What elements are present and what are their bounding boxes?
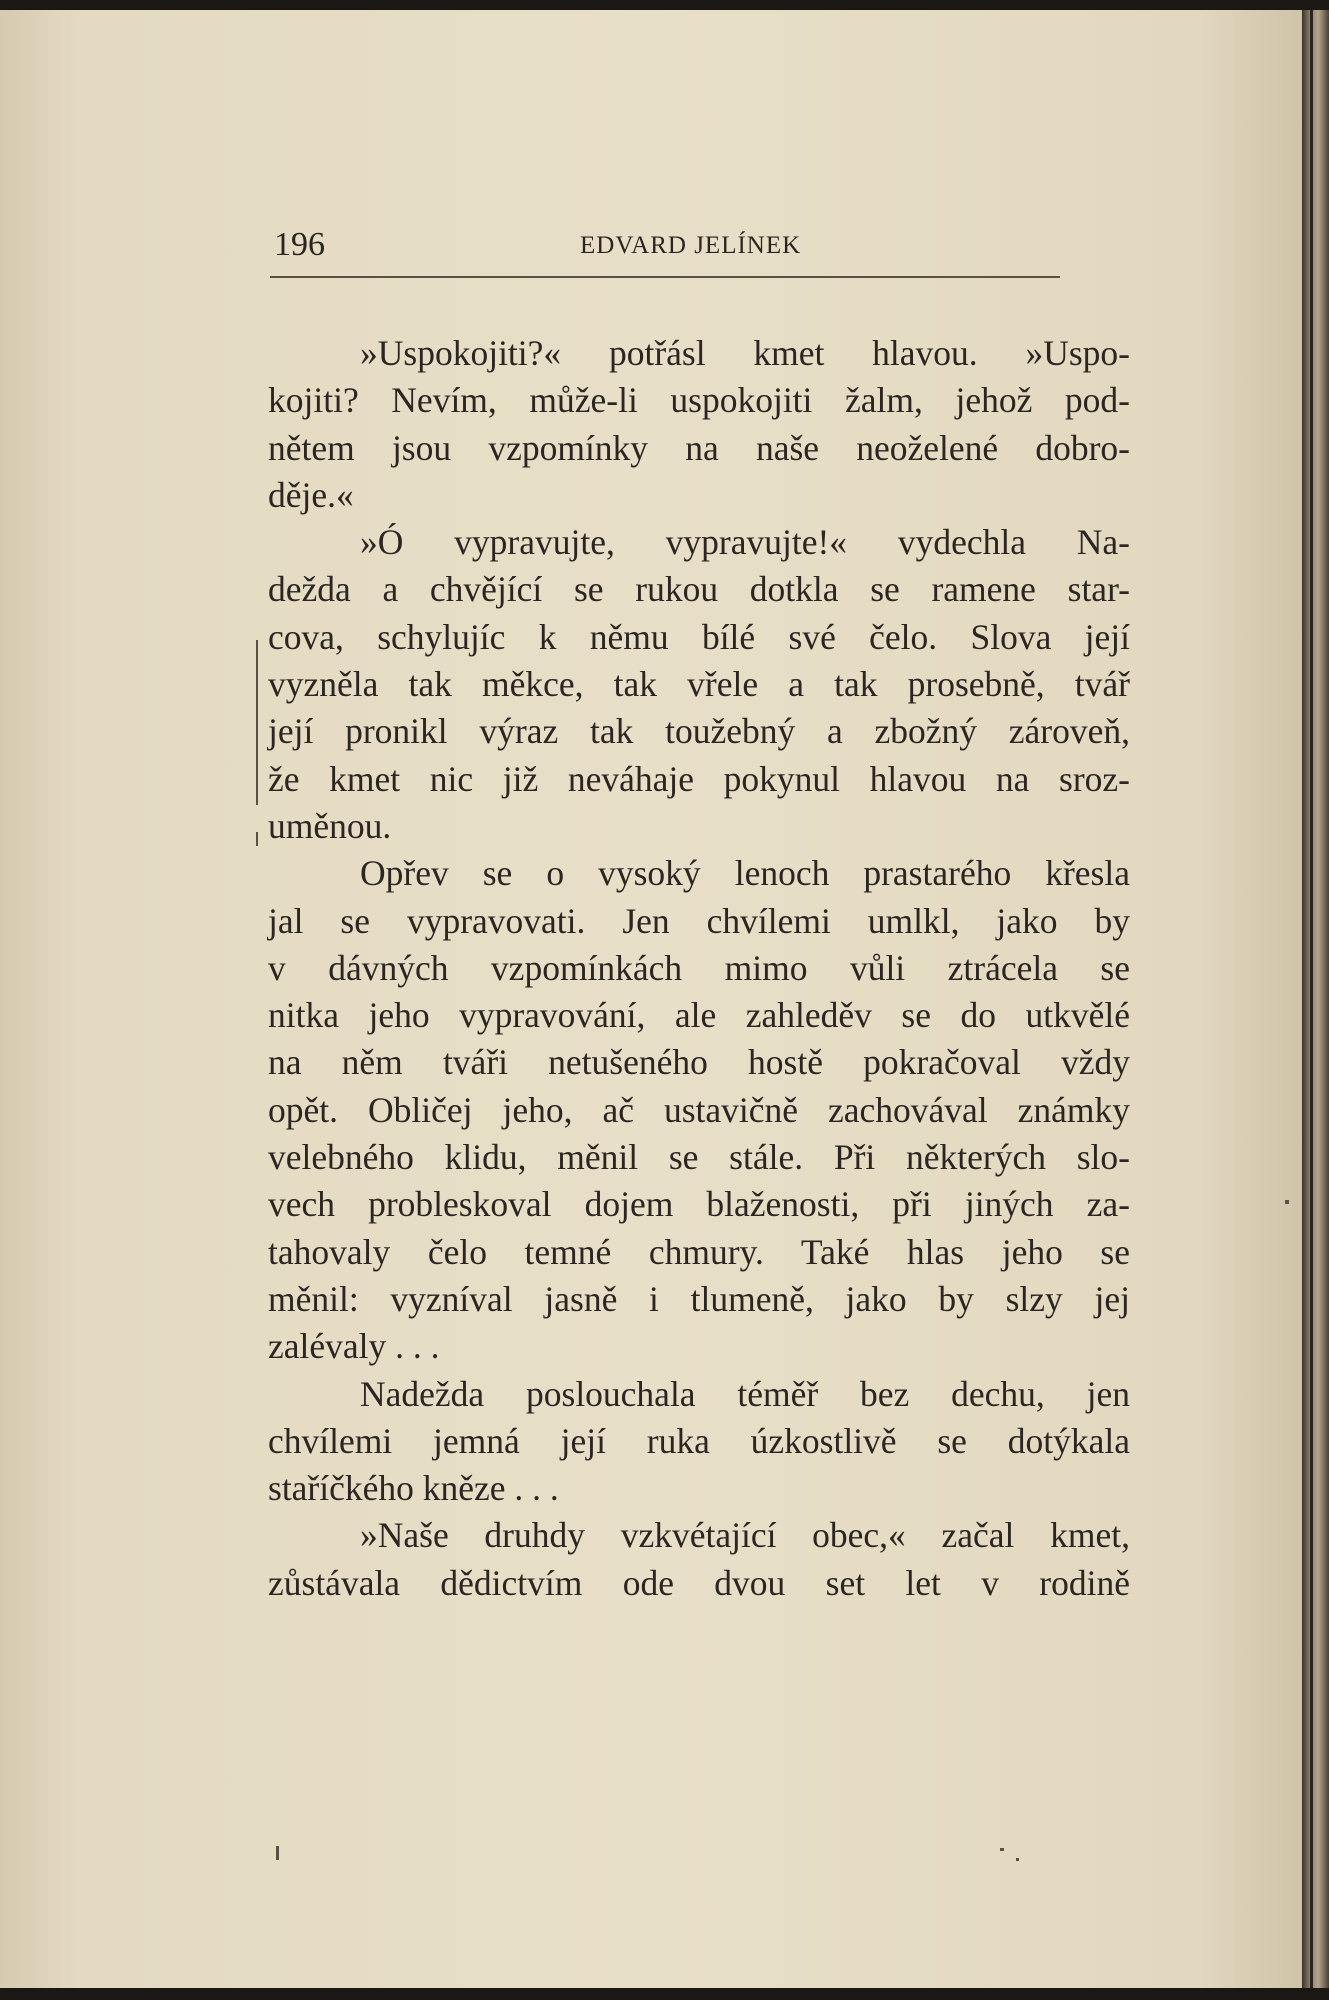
text-line: dežda a chvějící se rukou dotkla se ramene star- [268,569,1130,610]
text-line: kojiti? Nevím, může-li uspokojiti žalm, jehož pod- [268,380,1130,421]
text-line: děje.« [268,474,354,515]
text-line: cova, schylujíc k němu bílé své čelo. Slova její [268,616,1130,657]
text-line: »Ó vypravujte, vypravujte!« vydechla Na- [360,522,1130,563]
text-line: uměnou. [268,805,392,846]
text-line: Opřev se o vysoký lenoch prastarého křesla [360,853,1130,894]
text-line: vyzněla tak měkce, tak vřele a tak prosebně, tvář [268,664,1130,705]
stray-speck-mark [1285,1200,1289,1204]
text-line: na něm tváři netušeného hostě pokračoval vždy [268,1042,1130,1083]
paragraph [268,850,1130,1370]
text-line: velebného klidu, měnil se stále. Při některých slo- [268,1137,1130,1178]
text-line: jal se vypravovati. Jen chvílemi umlkl, jako by [268,900,1130,941]
paragraph [268,1512,1130,1607]
text-line: zůstávala dědictvím ode dvou set let v rodině [268,1562,1130,1603]
binding-line [1310,10,1313,1988]
text-line: opět. Obličej jeho, ač ustavičně zachovával známky [268,1089,1130,1130]
paragraph [268,330,1130,519]
text-line: zalévaly . . . [268,1326,440,1367]
paragraph [268,1371,1130,1513]
text-line: staříčkého kněze . . . [268,1468,559,1509]
text-line: nitka jeho vypravování, ale zahleděv se do utkvělé [268,995,1130,1036]
text-line: tahovaly čelo temné chmury. Také hlas jeho se [268,1231,1130,1272]
running-head: EDVARD JELÍNEK [580,232,802,259]
text-line: chvílemi jemná její ruka úzkostlivě se dotýkala [268,1420,1130,1461]
text-line: vech probleskoval dojem blaženosti, při jiných za- [268,1184,1130,1225]
margin-bracket-mark [256,640,258,805]
body-text [268,330,1130,1607]
stray-speck-mark [1016,1858,1019,1861]
text-line: její pronikl výraz tak toužebný a zbožný zároveň, [268,711,1130,752]
page-number: 196 [274,226,325,263]
text-line: »Naše druhdy vzkvétající obec,« začal kmet, [360,1515,1130,1556]
header-rule [270,276,1060,278]
text-line: »Uspokojiti?« potřásl kmet hlavou. »Uspo- [360,333,1130,373]
text-line: měnil: vyzníval jasně i tlumeně, jako by slzy jej [268,1278,1130,1319]
page-header [270,220,1060,270]
text-line: nětem jsou vzpomínky na naše neoželené dobro- [268,427,1130,468]
text-line: že kmet nic již neváhaje pokynul hlavou na sroz- [268,758,1130,799]
text-line: Nadežda poslouchala téměř bez dechu, jen [360,1373,1130,1414]
book-page [0,10,1302,1988]
stray-speck-mark [276,1846,279,1860]
stray-speck-mark [1000,1848,1004,1851]
paragraph [268,519,1130,850]
text-line: v dávných vzpomínkách mimo vůli ztrácela se [268,947,1130,988]
page-binding-edge [1302,10,1329,1988]
margin-tick-mark [256,832,258,846]
